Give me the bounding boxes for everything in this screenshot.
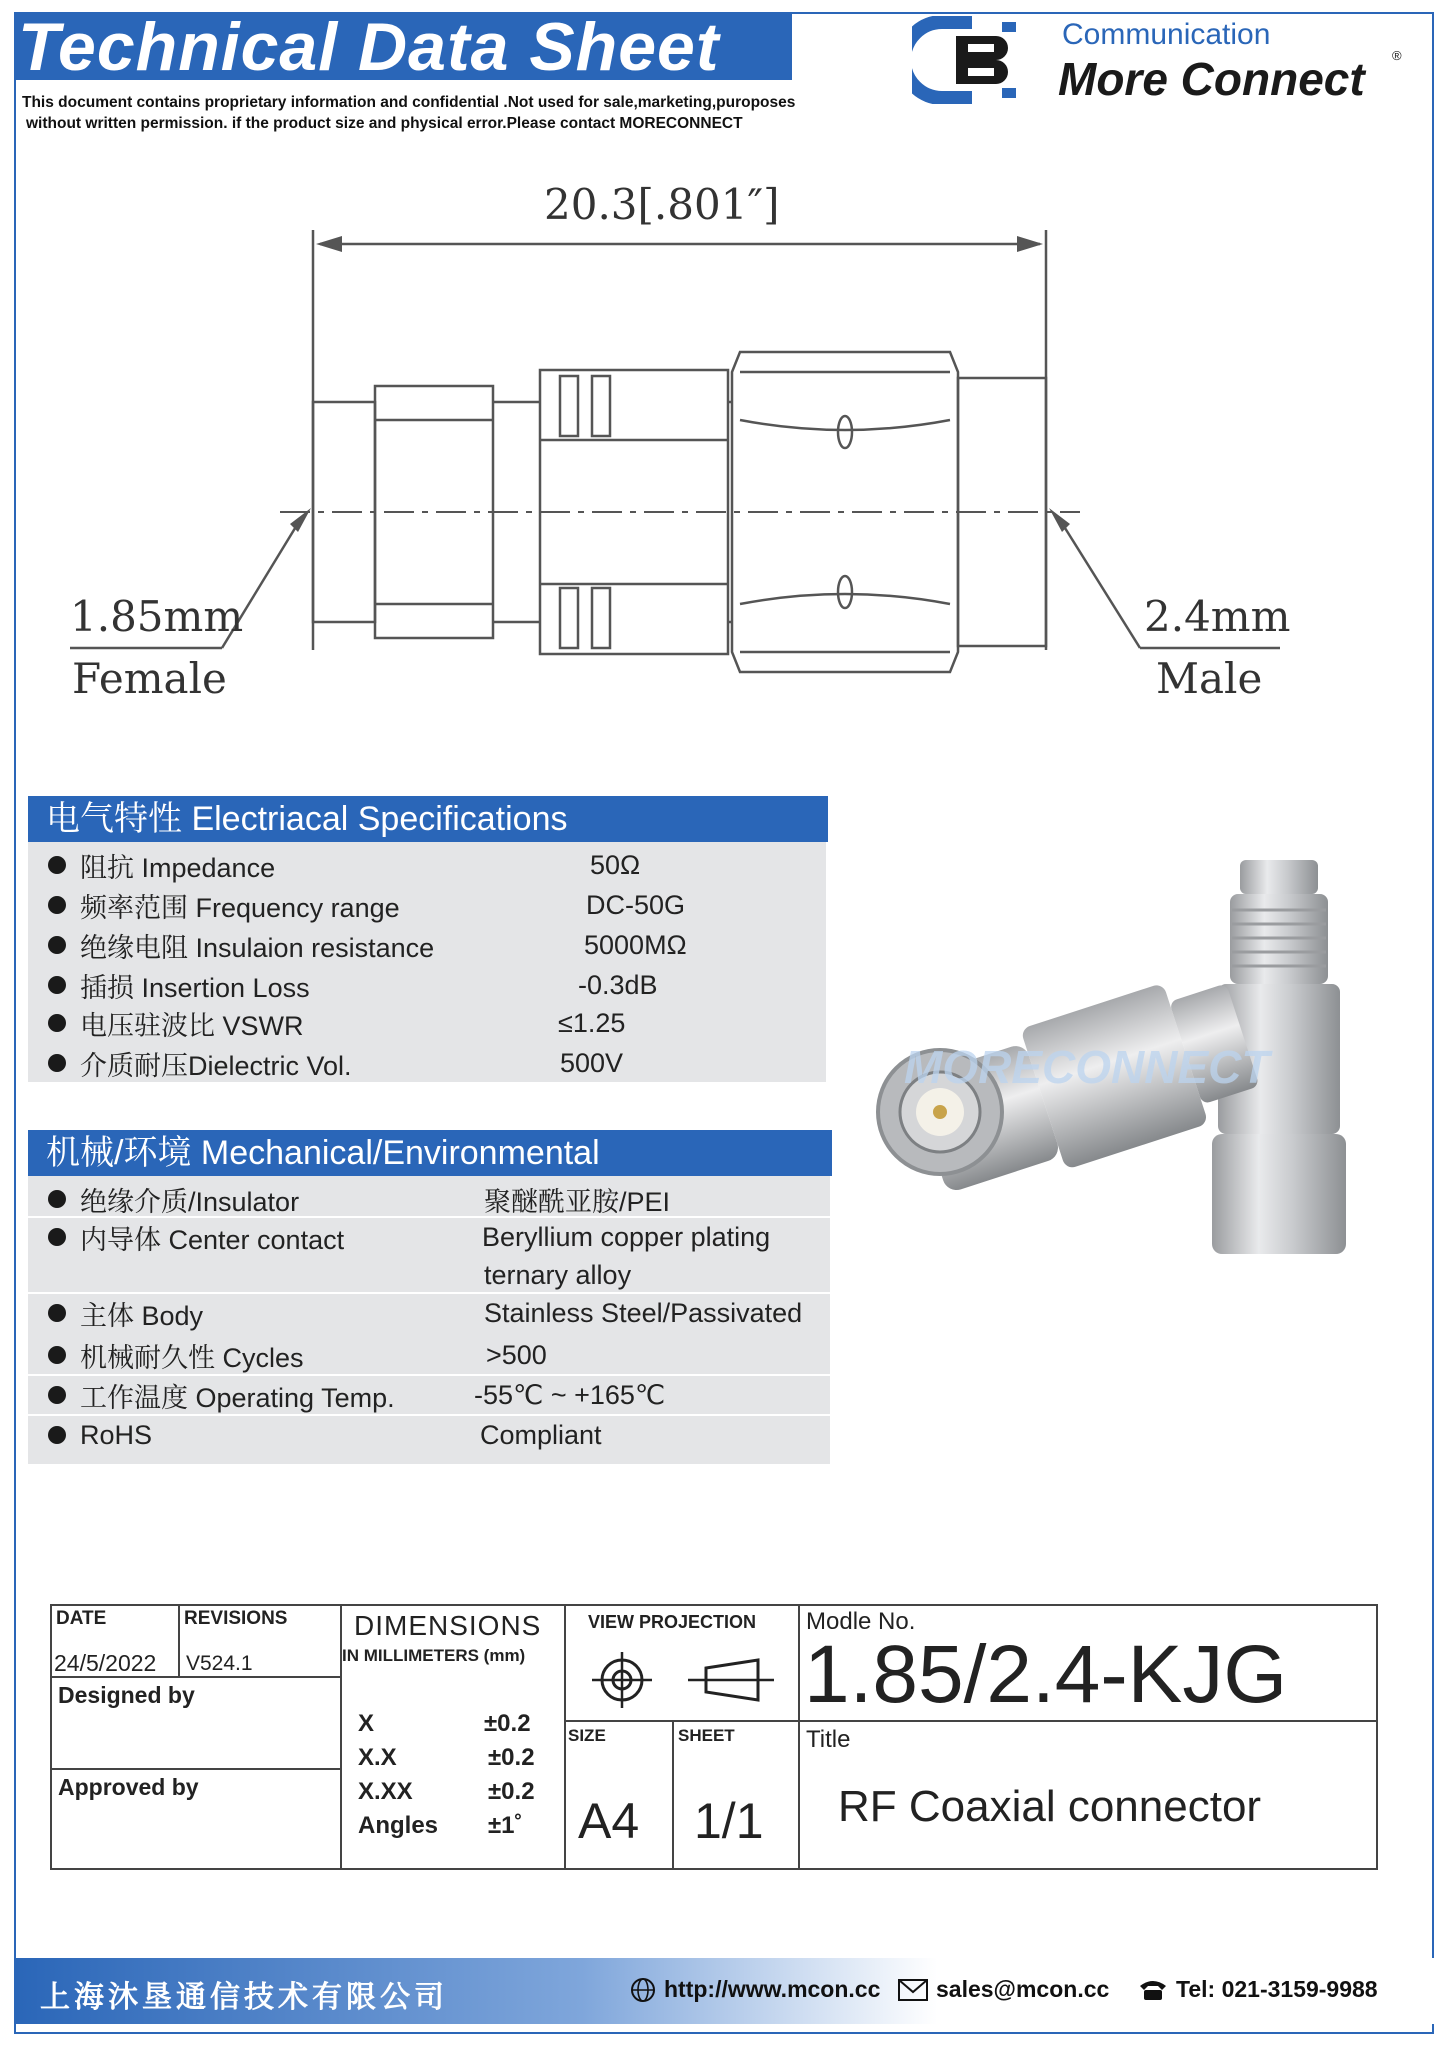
title-value: RF Coaxial connector — [838, 1782, 1262, 1831]
tb-divider — [672, 1720, 674, 1870]
website-link[interactable] — [630, 1976, 880, 2003]
spec-value: -0.3dB — [578, 969, 658, 1000]
spec-label: 绝缘介质/Insulator — [80, 1186, 300, 1217]
spec-row-center-contact-cont — [28, 1256, 830, 1294]
overall-length-dimension: 20.3[.801″] — [544, 180, 780, 229]
date-label: DATE — [56, 1608, 107, 1629]
tb-divider — [340, 1604, 342, 1870]
spec-label: 内导体 Center contact — [80, 1224, 345, 1255]
spec-value: Stainless Steel/Passivated — [484, 1297, 803, 1328]
spec-label: 绝缘电阻 Insulaion resistance — [80, 932, 435, 963]
spec-label: RoHS — [80, 1419, 153, 1450]
spec-row-impedance — [28, 846, 826, 884]
bullet-icon — [48, 1426, 66, 1444]
spec-row-dielectric-voltage — [28, 1044, 826, 1082]
photo-watermark: MORECONNECT — [904, 1041, 1270, 1093]
spec-value: DC-50G — [586, 889, 686, 920]
row-divider — [28, 1414, 830, 1416]
registered-mark: ® — [1392, 48, 1402, 63]
spec-value: 50Ω — [590, 849, 641, 880]
page-title: Technical Data Sheet — [18, 9, 720, 85]
mechanical-specs-heading: 机械/环境 Mechanical/Environmental — [28, 1130, 832, 1176]
email-link[interactable] — [898, 1976, 1109, 2003]
tolerance-key: X — [358, 1710, 375, 1737]
tb-divider — [178, 1604, 180, 1676]
spec-label: 介质耐压Dielectric Vol. — [80, 1050, 352, 1081]
row-divider — [28, 1216, 830, 1218]
bullet-icon — [48, 1190, 66, 1208]
spec-row-center-contact — [28, 1218, 830, 1256]
spec-row-insertion-loss — [28, 966, 826, 1004]
confidentiality-notice — [22, 92, 812, 134]
revisions-value: V524.1 — [186, 1652, 253, 1675]
company-name: 上海沐垦通信技术有限公司 — [40, 1980, 448, 2015]
tolerance-value: ±0.2 — [488, 1778, 535, 1805]
designed-by-label: Designed by — [58, 1682, 195, 1708]
spec-row-frequency — [28, 886, 826, 924]
bullet-icon — [48, 1228, 66, 1246]
sheet-label: SHEET — [678, 1726, 735, 1745]
email-text: sales@mcon.cc — [936, 1976, 1110, 2002]
date-value: 24/5/2022 — [54, 1650, 157, 1676]
row-divider — [28, 1374, 830, 1376]
bullet-icon — [48, 1346, 66, 1364]
view-projection-label: VIEW PROJECTION — [588, 1612, 757, 1632]
female-gender-label: Female — [72, 654, 227, 703]
tb-divider — [50, 1768, 340, 1770]
dimensions-units: IN MILLIMETERS (mm) — [342, 1646, 526, 1665]
spec-label: 工作温度 Operating Temp. — [80, 1382, 395, 1413]
electrical-specs-heading: 电气特性 Electriacal Specifications — [28, 796, 828, 842]
tb-divider — [798, 1604, 800, 1870]
brand-name: More Connect — [1058, 53, 1365, 105]
spec-value: 500V — [560, 1047, 624, 1078]
size-label: SIZE — [568, 1726, 606, 1745]
notice-line-1: This document contains proprietary information and confidential .Not used for sale,marketing,puroposes — [22, 94, 796, 111]
spec-row-rohs — [28, 1416, 830, 1454]
size-value: A4 — [578, 1793, 640, 1849]
spec-value: -55℃ ~ +165℃ — [474, 1379, 666, 1410]
spec-value-continued: ternary alloy — [484, 1259, 632, 1290]
brand-tagline: Communication — [1062, 18, 1271, 51]
female-size-label: 1.85mm — [70, 592, 244, 641]
bullet-icon — [48, 896, 66, 914]
spec-label: 阻抗 Impedance — [80, 852, 276, 883]
approved-by-label: Approved by — [58, 1774, 199, 1800]
model-number-value: 1.85/2.4-KJG — [804, 1629, 1288, 1720]
spec-value: Beryllium copper plating — [482, 1221, 771, 1252]
bullet-icon — [48, 936, 66, 954]
brand-logo-icon — [912, 16, 1032, 104]
tb-divider — [564, 1604, 566, 1870]
tolerance-value: ±0.2 — [488, 1744, 535, 1771]
model-number-label: Modle No. — [806, 1608, 916, 1635]
bullet-icon — [48, 856, 66, 874]
spec-value: 聚醚酰亚胺/PEI — [484, 1186, 671, 1217]
revisions-label: REVISIONS — [184, 1608, 288, 1629]
tolerance-value: ±0.2 — [484, 1710, 531, 1737]
spec-row-insulation-resistance — [28, 926, 826, 964]
spec-label: 机械耐久性 Cycles — [80, 1342, 304, 1373]
bullet-icon — [48, 1386, 66, 1404]
website-text: http://www.mcon.cc — [664, 1976, 881, 2002]
row-divider — [28, 1292, 830, 1294]
connector-drawing — [0, 150, 1448, 730]
spec-row-operating-temp — [28, 1376, 830, 1414]
spec-label: 电压驻波比 VSWR — [80, 1010, 304, 1041]
dimensions-label: DIMENSIONS — [354, 1610, 542, 1641]
spec-label: 插损 Insertion Loss — [80, 972, 310, 1003]
tb-divider — [564, 1720, 798, 1722]
spec-row-cycles — [28, 1336, 830, 1374]
spec-label: 主体 Body — [80, 1300, 204, 1331]
bullet-icon — [48, 1014, 66, 1032]
globe-icon — [630, 1977, 656, 2003]
sheet-value: 1/1 — [694, 1793, 764, 1849]
phone-contact[interactable] — [1138, 1976, 1378, 2003]
bullet-icon — [48, 1304, 66, 1322]
phone-text: Tel: 021-3159-9988 — [1176, 1976, 1378, 2002]
bullet-icon — [48, 976, 66, 994]
bullet-icon — [48, 1054, 66, 1072]
notice-line-2: without written permission. if the product size and physical error.Please contact MORECONNECT — [26, 115, 743, 132]
spec-value: 5000MΩ — [584, 929, 687, 960]
phone-icon — [1138, 1978, 1168, 2002]
tolerance-value: ±1˚ — [488, 1812, 523, 1839]
spec-value: ≤1.25 — [558, 1007, 626, 1038]
tolerance-key: Angles — [358, 1812, 439, 1839]
spec-row-insulator — [28, 1180, 830, 1218]
spec-row-vswr — [28, 1004, 826, 1042]
spec-label: 频率范围 Frequency range — [80, 892, 400, 923]
male-size-label: 2.4mm — [1144, 592, 1291, 641]
tolerance-key: X.XX — [358, 1778, 413, 1805]
male-gender-label: Male — [1156, 654, 1263, 703]
tolerance-key: X.X — [358, 1744, 397, 1771]
spec-row-body — [28, 1294, 830, 1332]
spec-value: Compliant — [480, 1419, 602, 1450]
mail-icon — [898, 1979, 928, 2001]
spec-value: >500 — [486, 1339, 547, 1370]
projection-symbol-icon — [588, 1650, 778, 1710]
title-label: Title — [806, 1726, 851, 1753]
